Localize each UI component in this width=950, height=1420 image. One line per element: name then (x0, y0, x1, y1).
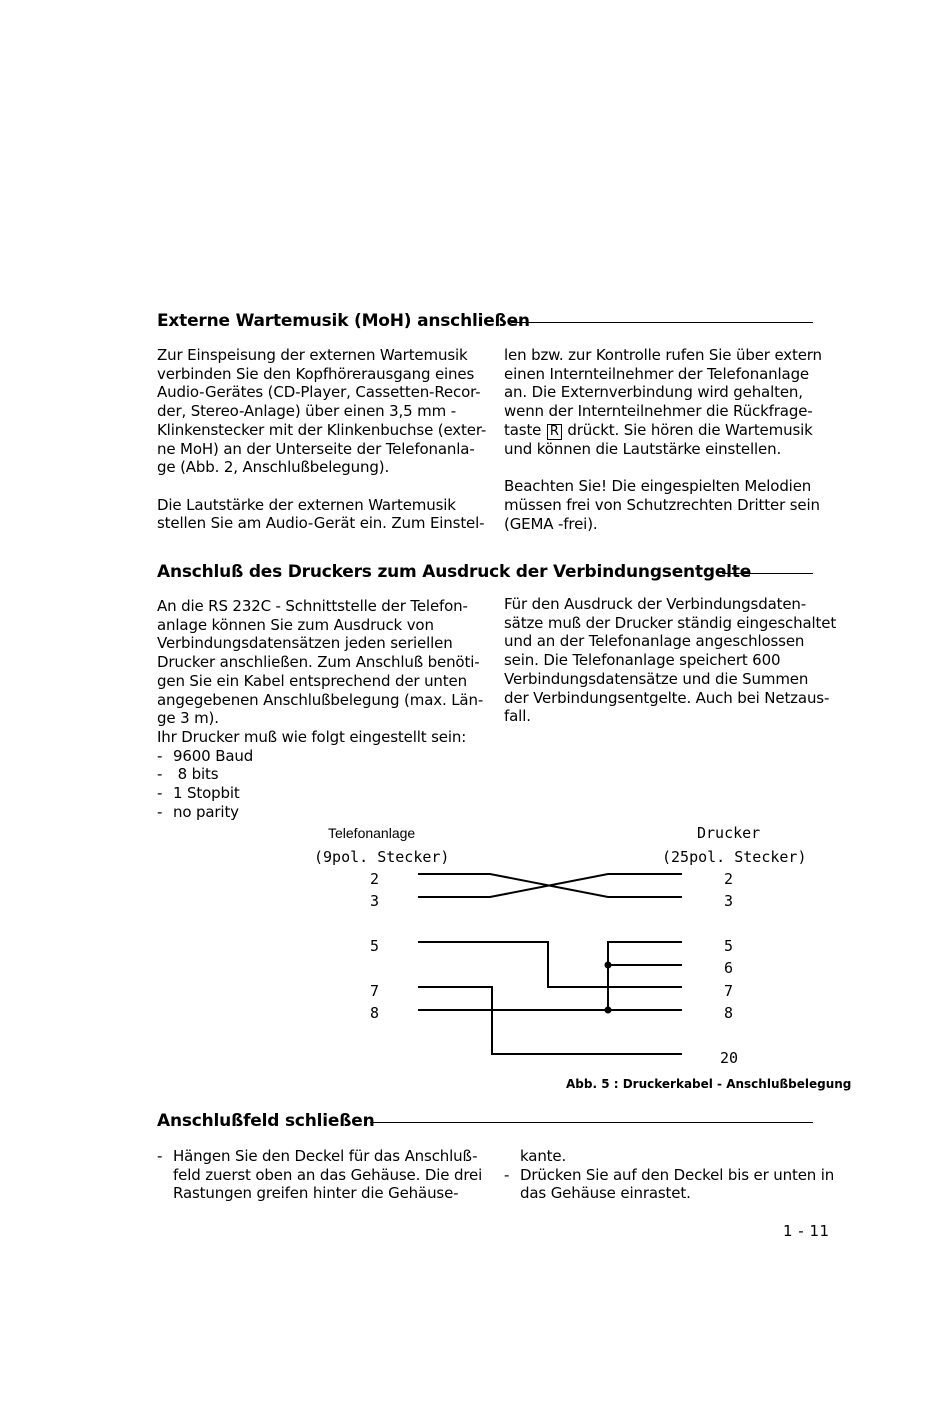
left-connector-title: Telefonanlage (328, 825, 416, 841)
heading-rule (722, 573, 813, 574)
text-line: Ihr Drucker muß wie folgt eingestellt sein: (157, 727, 467, 746)
right-pin-label: 20 (720, 1049, 739, 1067)
left-pin-label: 2 (370, 870, 380, 888)
text-line: verbinden Sie den Kopfhörerausgang eines (157, 364, 475, 383)
text-line: das Gehäuse einrastet. (520, 1184, 691, 1203)
text-line: Beachten Sie! Die eingespielten Melodien (504, 477, 812, 496)
printer-left-column (157, 597, 483, 821)
text-line: Zur Einspeisung der externen Wartemusik (157, 346, 468, 364)
list-item: - 8 bits (157, 765, 219, 784)
junction-dot (605, 1007, 612, 1014)
text-line: wenn der Internteilnehmer die Rückfrage- (504, 402, 813, 421)
text-line: und an der Telefonanlage angeschlossen (504, 632, 805, 651)
text-line: ge (Abb. 2, Anschlußbelegung). (157, 458, 390, 477)
text-line: ne MoH) an der Unterseite der Telefonanla- (157, 439, 475, 458)
text-line: der Verbindungsentgelte. Auch bei Netzaus- (504, 688, 830, 707)
text-line: Verbindungsdatensätze und die Summen (504, 669, 809, 688)
heading-moh: Externe Wartemusik (MoH) anschließen (157, 311, 530, 331)
text-line: Verbindungsdatensätzen jeden seriellen (157, 634, 453, 653)
left-connector-subtitle: (9pol. Stecker) (314, 848, 450, 866)
text-line: fall. (504, 707, 531, 726)
text-line: Drucker anschließen. Zum Anschluß benöti- (157, 653, 480, 672)
left-pin-label: 3 (370, 892, 380, 910)
text-line: (GEMA -frei). (504, 514, 598, 533)
heading-rule (370, 1122, 813, 1123)
text-line: müssen frei von Schutzrechten Dritter sein (504, 495, 820, 514)
moh-left-column (157, 346, 486, 533)
text-line: len bzw. zur Kontrolle rufen Sie über extern (504, 346, 822, 364)
list-item: - 9600 Baud (157, 746, 254, 765)
text-line: sätze muß der Drucker ständig eingeschaltet (504, 613, 837, 632)
list-item-text: Hängen Sie den Deckel für das Anschluß- (173, 1147, 478, 1165)
text-line: und können die Lautstärke einstellen. (504, 439, 782, 458)
text-line: gen Sie ein Kabel entsprechend der unten (157, 671, 467, 690)
close-left-column (157, 1147, 482, 1203)
left-pin-label: 7 (370, 982, 380, 1000)
bridge-5-6-8 (608, 942, 682, 1010)
wire-3-to-2 (418, 874, 682, 897)
text-fragment: taste (504, 420, 542, 439)
text-line: angegebenen Anschlußbelegung (max. Län- (157, 690, 484, 709)
moh-right-column (504, 346, 822, 533)
list-item-text: 9600 Baud (173, 746, 254, 765)
list-item-text: 1 Stopbit (173, 784, 240, 803)
junction-dot (605, 962, 612, 969)
text-line: Für den Ausdruck der Verbindungsdaten- (504, 595, 807, 613)
text-line: Audio-Gerätes (CD-Player, Cassetten-Recor- (157, 383, 481, 402)
right-connector-title: Drucker (697, 824, 761, 842)
text-line: anlage können Sie zum Ausdruck von (157, 615, 434, 634)
text-line: kante. (520, 1147, 567, 1165)
text-line: an. Die Externverbindung wird gehalten, (504, 383, 803, 402)
left-pin-label: 5 (370, 937, 380, 955)
wire-7-to-20 (418, 987, 682, 1054)
close-right-column (504, 1147, 834, 1203)
cable-wiring-diagram (300, 818, 820, 1074)
text-line: ge 3 m). (157, 709, 219, 728)
list-item: - Drücken Sie auf den Deckel bis er unten in (504, 1165, 835, 1184)
left-pin-label: 8 (370, 1004, 380, 1022)
heading-rule (511, 322, 813, 323)
text-line: einen Internteilnehmer der Telefonanlage (504, 364, 810, 383)
right-pin-label: 2 (724, 870, 734, 888)
text-line: Rastungen greifen hinter die Gehäuse- (173, 1184, 459, 1203)
list-item-text: no parity (173, 802, 239, 821)
right-pin-label: 7 (724, 982, 734, 1000)
list-item-text: 8 bits (173, 765, 219, 784)
text-line: feld zuerst oben an das Gehäuse. Die drei (173, 1165, 483, 1184)
right-pin-label: 6 (724, 959, 734, 977)
printer-right-column (504, 595, 836, 726)
right-pin-label: 3 (724, 892, 734, 910)
text-line: An die RS 232C - Schnittstelle der Telefon- (157, 597, 468, 615)
list-item: - Hängen Sie den Deckel für das Anschluß- (157, 1147, 478, 1165)
heading-printer: Anschluß des Druckers zum Ausdruck der Verbindungsentgelte (157, 562, 752, 582)
right-connector-subtitle: (25pol. Stecker) (662, 848, 807, 866)
list-item: - 1 Stopbit (157, 784, 240, 803)
right-pin-label: 5 (724, 937, 734, 955)
r-key-symbol: R (547, 424, 562, 440)
figure-caption: Abb. 5 : Druckerkabel - Anschlußbelegung (566, 1077, 852, 1091)
text-fragment: drückt. Sie hören die Wartemusik (567, 420, 813, 439)
right-pin-label: 8 (724, 1004, 734, 1022)
text-line (504, 421, 822, 440)
list-item: - no parity (157, 802, 239, 821)
list-item-text: Drücken Sie auf den Deckel bis er unten in (520, 1165, 835, 1184)
text-line: der, Stereo-Anlage) über einen 3,5 mm - (157, 402, 456, 421)
text-line: Die Lautstärke der externen Wartemusik (157, 495, 456, 514)
text-line: stellen Sie am Audio-Gerät ein. Zum Einstel- (157, 514, 485, 533)
page-number: 1 - 11 (783, 1222, 830, 1240)
text-line: Klinkenstecker mit der Klinkenbuchse (exter- (157, 420, 487, 439)
text-line: sein. Die Telefonanlage speichert 600 (504, 651, 781, 670)
heading-close-panel: Anschlußfeld schließen (157, 1111, 375, 1131)
